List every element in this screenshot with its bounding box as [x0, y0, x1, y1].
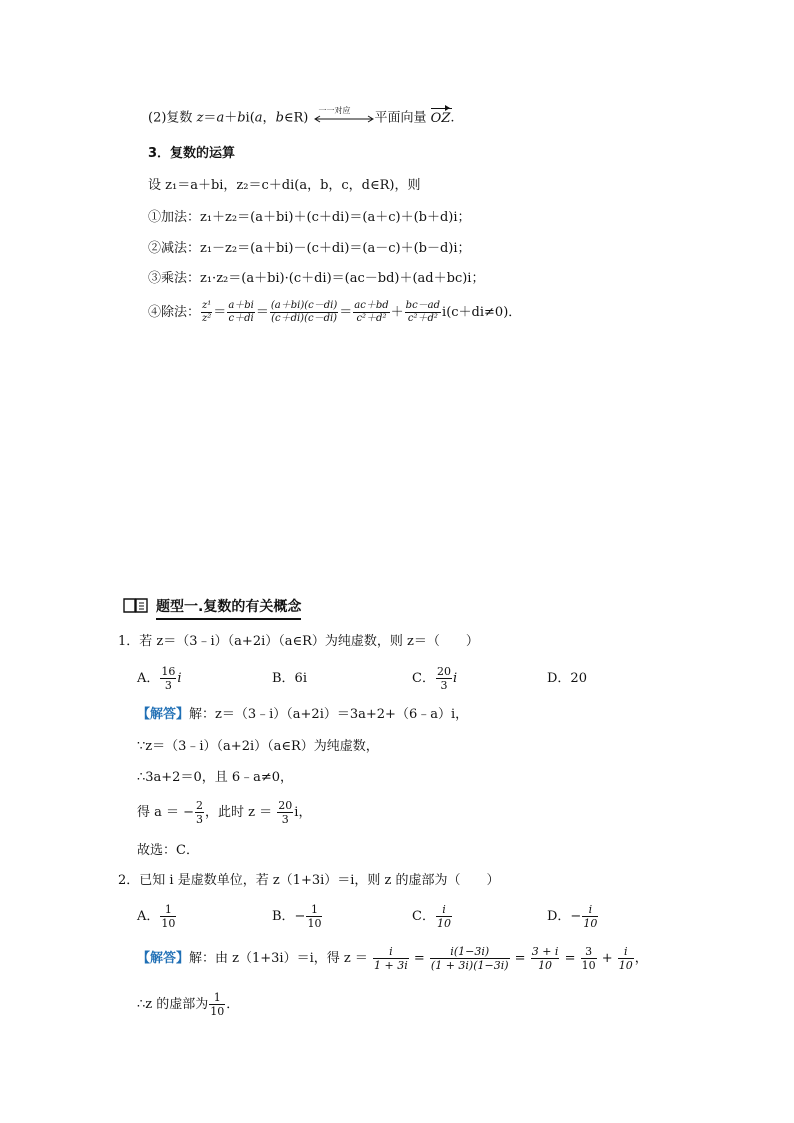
denominator: 1 + 3i: [374, 959, 408, 972]
text: i(: [245, 110, 255, 126]
text: =: [510, 951, 530, 966]
q2-answer-line2: [137, 990, 239, 1020]
option-label: A．: [137, 671, 160, 686]
fraction: [581, 945, 597, 972]
denominator: c²＋d²: [356, 313, 387, 324]
text: ∈R): [283, 110, 309, 126]
q1-answer-line5: 故选：C．: [137, 843, 199, 858]
denominator: 3: [164, 679, 172, 692]
text: ④除法：: [148, 305, 201, 320]
numerator: 1: [209, 991, 225, 1005]
text: ∴z 的虚部为: [137, 997, 209, 1012]
q1-option-c: [412, 664, 457, 694]
section-header: [122, 594, 322, 616]
fraction: [430, 945, 510, 972]
denominator: 3: [281, 813, 289, 826]
option-label: A．: [137, 909, 160, 924]
q2-option-d: [547, 902, 599, 932]
q2-answer-line1: [137, 944, 648, 974]
numerator: 1: [160, 903, 176, 917]
numerator: 3 + i: [531, 945, 559, 958]
fraction: [373, 945, 409, 972]
text: =: [409, 951, 429, 966]
section-title: 题型一.复数的有关概念: [156, 596, 301, 620]
fraction: [405, 300, 441, 325]
denominator: 10: [583, 917, 598, 930]
text: 解：z＝（3﹣i）（a+2i）＝3a+2+（6﹣a）i，: [189, 707, 469, 722]
denominator: 10: [618, 959, 633, 972]
q1-option-b: B．6i: [272, 671, 307, 686]
option-label: D．−: [547, 909, 582, 924]
q1-answer-line2: ∵z＝（3﹣i）（a+2i）（a∈R）为纯虚数，: [137, 739, 379, 754]
numerator: (a＋bi)(c－di): [270, 300, 338, 311]
text: i: [177, 671, 182, 686]
numerator: z¹: [202, 300, 212, 311]
answer-tag: 【解答】: [137, 951, 190, 966]
denominator: 10: [161, 917, 176, 930]
numerator: 20: [436, 665, 451, 678]
text: 平面向量: [374, 110, 431, 126]
numerator: 20: [278, 799, 293, 812]
q1-answer-line1: [137, 707, 468, 723]
q1-answer-line4: [137, 798, 311, 828]
fraction: [277, 799, 293, 826]
option-label: B．−: [272, 909, 306, 924]
text: i，: [294, 805, 312, 820]
var-b: b: [275, 110, 284, 126]
denominator: c＋di: [228, 313, 254, 324]
setup-line: 设 z₁＝a＋bi，z₂＝c＋di(a，b，c，d∈R)，则: [148, 178, 421, 193]
fraction: [209, 991, 225, 1018]
q1-option-a: [137, 664, 182, 694]
q1-answer-line3: ∴3a+2＝0，且 6﹣a≠0，: [137, 770, 294, 785]
q2-option-a: [137, 902, 177, 932]
double-arrow-icon: [313, 106, 375, 126]
multiplication-rule: ③乘法：z₁·z₂＝(a＋bi)·(c＋di)＝(ac－bd)＋(ad＋bc)i；: [148, 271, 485, 286]
numerator: ac＋bd: [354, 300, 389, 311]
denominator: z²: [202, 313, 212, 324]
fraction: [201, 300, 212, 325]
text: i: [452, 671, 458, 686]
denominator: (c＋di)(c－di): [271, 313, 338, 324]
option-label: C．: [412, 671, 435, 686]
var-a: a: [216, 110, 225, 126]
fraction: [436, 903, 452, 930]
numerator: 1: [306, 903, 322, 917]
denominator: 3: [440, 679, 448, 692]
var-a: a: [254, 110, 263, 126]
denominator: 10: [581, 959, 596, 972]
fraction: [353, 300, 389, 325]
option-label: C．: [412, 909, 435, 924]
q2-option-b: [272, 902, 323, 932]
division-rule: ④除法： $\frac{\text{z¹}}{\text{z²}}$ ＝ $\frac{a+bi}{c+di}$ ＝ $\frac{(a+bi)(c-di)}{(c+di)(c-di)}$ ＝ $\frac{ac+bd}{\text{c²＋d²}}$ ＋ $\frac{bc-ad}{\text{c²＋d²}}$ i(c＋di≠0)．: [148, 300, 522, 324]
arrow-label: 一一对应: [318, 106, 351, 115]
q2-stem: 2．已知 i 是虚数单位，若 z（1+3i）＝i，则 z 的虚部为（ ）: [118, 873, 500, 888]
text: i(c＋di≠0)．: [442, 305, 522, 320]
numerator: 3: [581, 945, 597, 959]
numerator: bc－ad: [405, 300, 441, 311]
fraction: [160, 903, 176, 930]
denominator: (1 + 3i)(1−3i): [430, 959, 509, 972]
denominator: 3: [196, 813, 204, 826]
text: ，: [262, 110, 276, 126]
answer-tag: 【解答】: [137, 707, 190, 722]
text: ，: [634, 951, 648, 966]
subtraction-rule: ②减法：z₁－z₂＝(a＋bi)－(c＋di)＝(a－c)＋(b－d)i；: [148, 241, 471, 256]
fraction: [227, 300, 255, 325]
text: +: [597, 951, 617, 966]
addition-rule: ①加法：z₁＋z₂＝(a＋bi)＋(c＋di)＝(a＋c)＋(b＋d)i；: [148, 210, 471, 225]
text: 解：由 z（1+3i）＝i，得 z ＝: [189, 951, 372, 966]
numerator: i(1−3i): [430, 945, 510, 959]
fraction: [531, 945, 560, 972]
q2-option-c: [412, 902, 453, 932]
denominator: 10: [538, 959, 553, 972]
fraction: [195, 799, 204, 826]
numerator: 2: [196, 799, 204, 812]
text: (2)复数: [148, 110, 197, 126]
numerator: i: [373, 945, 409, 959]
numerator: i: [582, 903, 598, 917]
denominator: c²＋d²: [407, 313, 438, 324]
numerator: a＋bi: [228, 300, 254, 311]
text: =: [560, 951, 580, 966]
denominator: 10: [307, 917, 322, 930]
numerator: i: [618, 945, 634, 959]
text: ，此时 z ＝: [205, 805, 277, 820]
fraction: [270, 300, 338, 325]
text: ＝: [203, 110, 217, 126]
text: ＋: [224, 110, 238, 126]
var-z: z: [196, 110, 204, 126]
fraction: [306, 903, 322, 930]
var-b: b: [237, 110, 246, 126]
denominator: 10: [210, 1005, 225, 1018]
fraction: [582, 903, 598, 930]
numerator: i: [436, 903, 452, 917]
numerator: 16: [161, 665, 176, 678]
text: ．: [226, 997, 240, 1012]
denominator: 10: [436, 917, 451, 930]
correspondence-line: [148, 106, 455, 127]
vector-oz: OZ: [430, 110, 451, 126]
q1-option-d: D．20: [547, 671, 587, 686]
q1-stem: 1．若 z＝（3﹣i）（a+2i）（a∈R）为纯虚数，则 z＝（ ）: [118, 634, 479, 649]
fraction: [436, 665, 452, 692]
heading-operations: 3．复数的运算: [148, 146, 236, 161]
fraction: [618, 945, 634, 972]
text: 得 a ＝ −: [137, 805, 195, 820]
fraction: [160, 665, 176, 692]
book-icon: [122, 596, 150, 618]
text: .: [450, 110, 455, 126]
